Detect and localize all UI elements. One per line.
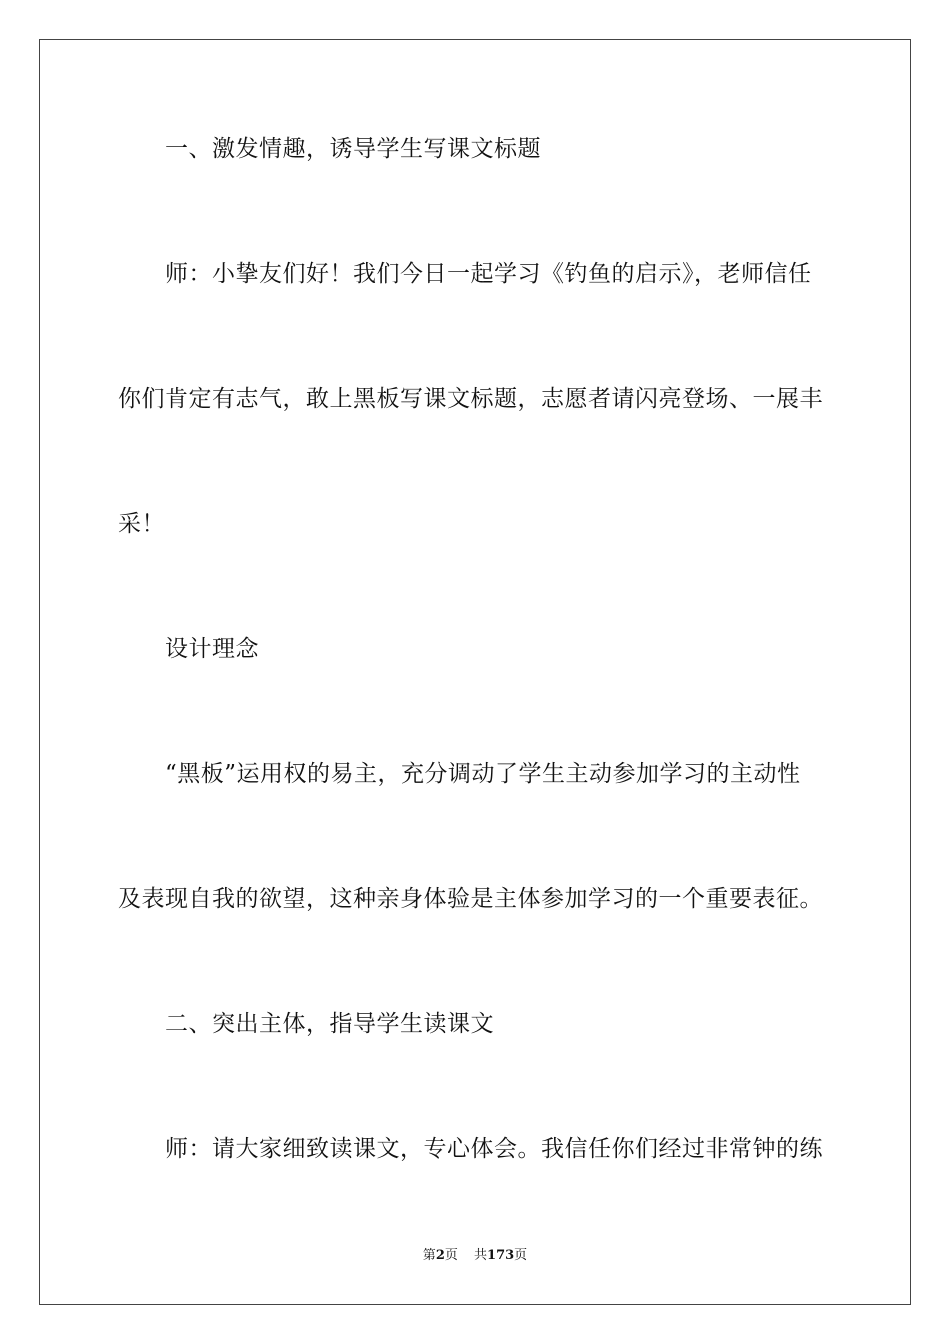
total-prefix: 共 — [474, 1248, 488, 1263]
total-pages-indicator — [474, 1248, 527, 1263]
page-frame — [39, 39, 911, 1305]
page-suffix: 页 — [444, 1248, 458, 1263]
page-footer — [0, 1247, 950, 1265]
paragraph-line: 师：小挚友们好！我们今日一起学习《钓鱼的启示》，老师信任 — [165, 261, 812, 287]
total-pages: 173 — [487, 1248, 515, 1263]
page-indicator — [423, 1248, 458, 1263]
paragraph-line: 及表现自我的欲望，这种亲身体验是主体参加学习的一个重要表征。 — [118, 886, 823, 912]
paragraph-line: 采！ — [118, 511, 165, 537]
section-heading-2: 二、突出主体，指导学生读课文 — [165, 1011, 494, 1037]
section-heading-1: 一、激发情趣，诱导学生写课文标题 — [165, 136, 541, 162]
page-prefix: 第 — [422, 1248, 436, 1263]
paragraph-line: 师：请大家细致读课文，专心体会。我信任你们经过非常钟的练 — [165, 1136, 823, 1162]
total-suffix: 页 — [514, 1248, 528, 1263]
page-number: 2 — [435, 1248, 445, 1263]
paragraph-line: “黑板”运用权的易主，充分调动了学生主动参加学习的主动性 — [165, 761, 801, 787]
subheading-design-concept: 设计理念 — [165, 636, 259, 662]
paragraph-line: 你们肯定有志气，敢上黑板写课文标题，志愿者请闪亮登场、一展丰 — [118, 386, 823, 412]
